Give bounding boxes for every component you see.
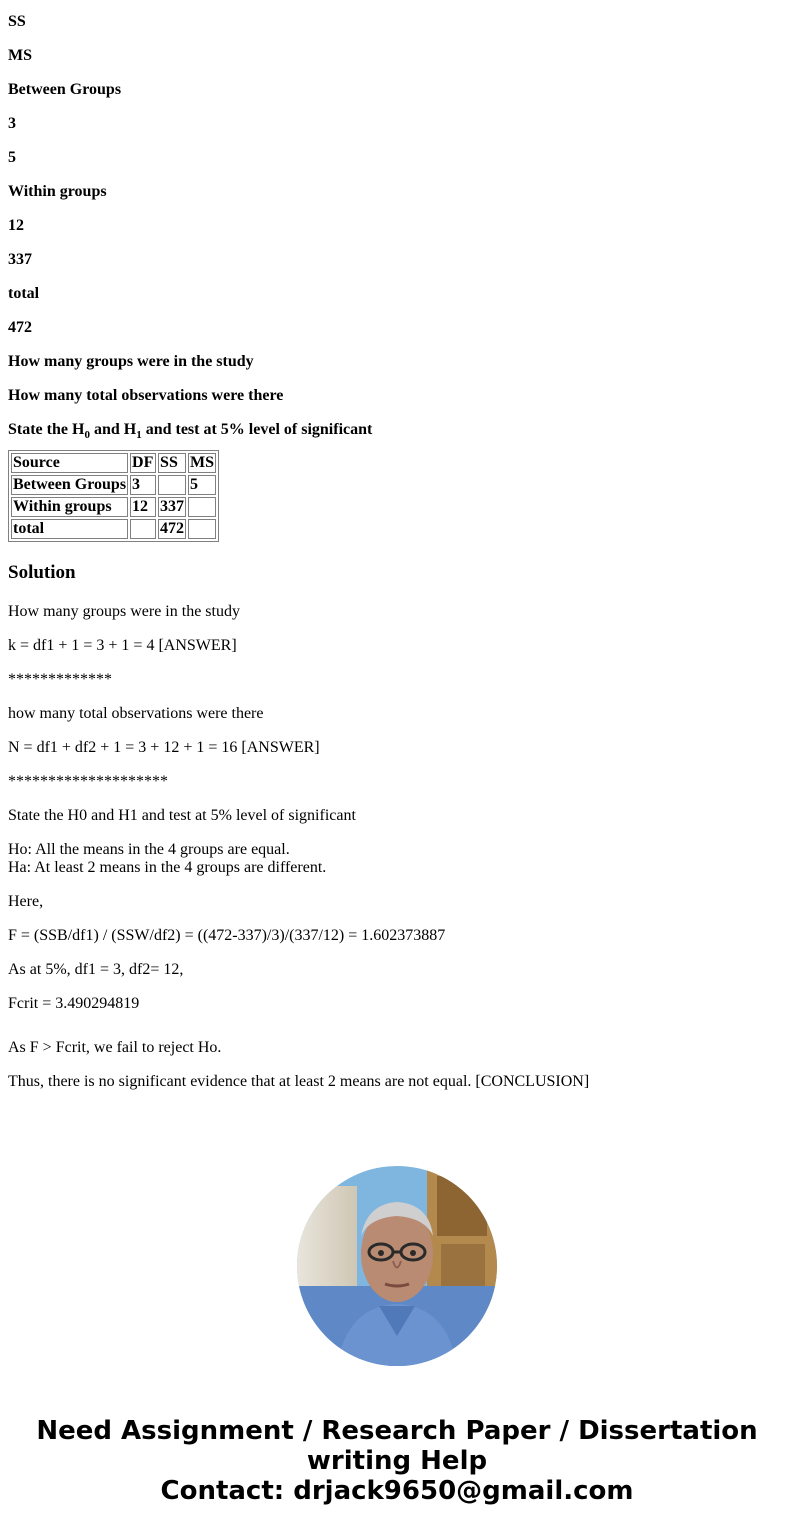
value-total-ss: 472 <box>8 319 32 336</box>
conclusion: Thus, there is no significant evidence that at least 2 means are not equal. [CONCLUSION] <box>8 1073 590 1090</box>
footer-line: writing Help <box>306 1446 488 1476</box>
decision: As F > Fcrit, we fail to reject Ho. <box>8 1039 222 1056</box>
avatar <box>297 1166 497 1366</box>
question-hypotheses-part-c: and test at 5% level of significant <box>141 421 373 438</box>
table-cell <box>130 519 156 539</box>
avatar-portrait-icon <box>297 1166 497 1366</box>
solution-heading: Solution <box>8 562 76 583</box>
label-ss: SS <box>8 13 26 30</box>
label-ms: MS <box>8 47 32 64</box>
table-row <box>11 475 216 495</box>
null-hypothesis: Ho: All the means in the 4 groups are equal. <box>8 841 290 858</box>
solution-here: Here, <box>8 893 44 910</box>
table-header-cell: Source <box>11 453 128 473</box>
solution-line: State the H0 and H1 and test at 5% level of significant <box>8 807 356 824</box>
question-hypotheses <box>8 421 786 439</box>
table-cell: 3 <box>130 475 156 495</box>
footer-contact: Contact: drjack9650@gmail.com <box>160 1476 634 1506</box>
solution-separator: ******************** <box>8 773 168 790</box>
table-cell: Within groups <box>11 497 128 517</box>
table-cell <box>158 475 186 495</box>
footer-line: Need Assignment / Research Paper / Dissertation <box>36 1416 758 1446</box>
table-row <box>11 519 216 539</box>
subscript-0: 0 <box>84 429 90 441</box>
f-statistic: F = (SSB/df1) / (SSW/df2) = ((472-337)/3)/(337/12) = 1.602373887 <box>8 927 446 944</box>
table-cell <box>188 497 216 517</box>
document-body <box>0 13 794 1091</box>
alt-hypothesis: Ha: At least 2 means in the 4 groups are different. <box>8 859 327 876</box>
question-groups: How many groups were in the study <box>8 353 254 370</box>
table-header-cell: DF <box>130 453 156 473</box>
table-header-row <box>11 453 216 473</box>
df-statement: As at 5%, df1 = 3, df2= 12, <box>8 961 184 978</box>
solution-line: N = df1 + df2 + 1 = 3 + 12 + 1 = 16 [ANSWER] <box>8 739 320 756</box>
label-within-groups: Within groups <box>8 183 107 200</box>
value-between-ms: 5 <box>8 149 16 166</box>
solution-line: k = df1 + 1 = 3 + 1 = 4 [ANSWER] <box>8 637 237 654</box>
question-observations: How many total observations were there <box>8 387 284 404</box>
anova-table <box>8 450 219 542</box>
label-between-groups: Between Groups <box>8 81 122 98</box>
value-between-df: 3 <box>8 115 16 132</box>
solution-line: How many groups were in the study <box>8 603 240 620</box>
table-cell <box>188 519 216 539</box>
table-cell: total <box>11 519 128 539</box>
table-cell: 5 <box>188 475 216 495</box>
table-cell: 12 <box>130 497 156 517</box>
question-hypotheses-part-a: State the H <box>8 421 85 438</box>
table-row <box>11 497 216 517</box>
question-hypotheses-part-b: and H <box>89 421 137 438</box>
table-cell: 337 <box>160 498 185 515</box>
footer-banner <box>0 1416 794 1506</box>
value-within-ss: 337 <box>8 251 32 268</box>
label-total: total <box>8 285 40 302</box>
subscript-1: 1 <box>136 429 142 441</box>
table-cell: Between Groups <box>13 476 127 493</box>
f-critical: Fcrit = 3.490294819 <box>8 995 140 1012</box>
table-header-cell: SS <box>158 453 186 473</box>
solution-line: how many total observations were there <box>8 705 264 722</box>
table-header-cell: MS <box>190 454 215 471</box>
solution-separator: ************* <box>8 671 112 688</box>
value-within-df: 12 <box>8 217 24 234</box>
table-cell: 472 <box>160 520 185 537</box>
